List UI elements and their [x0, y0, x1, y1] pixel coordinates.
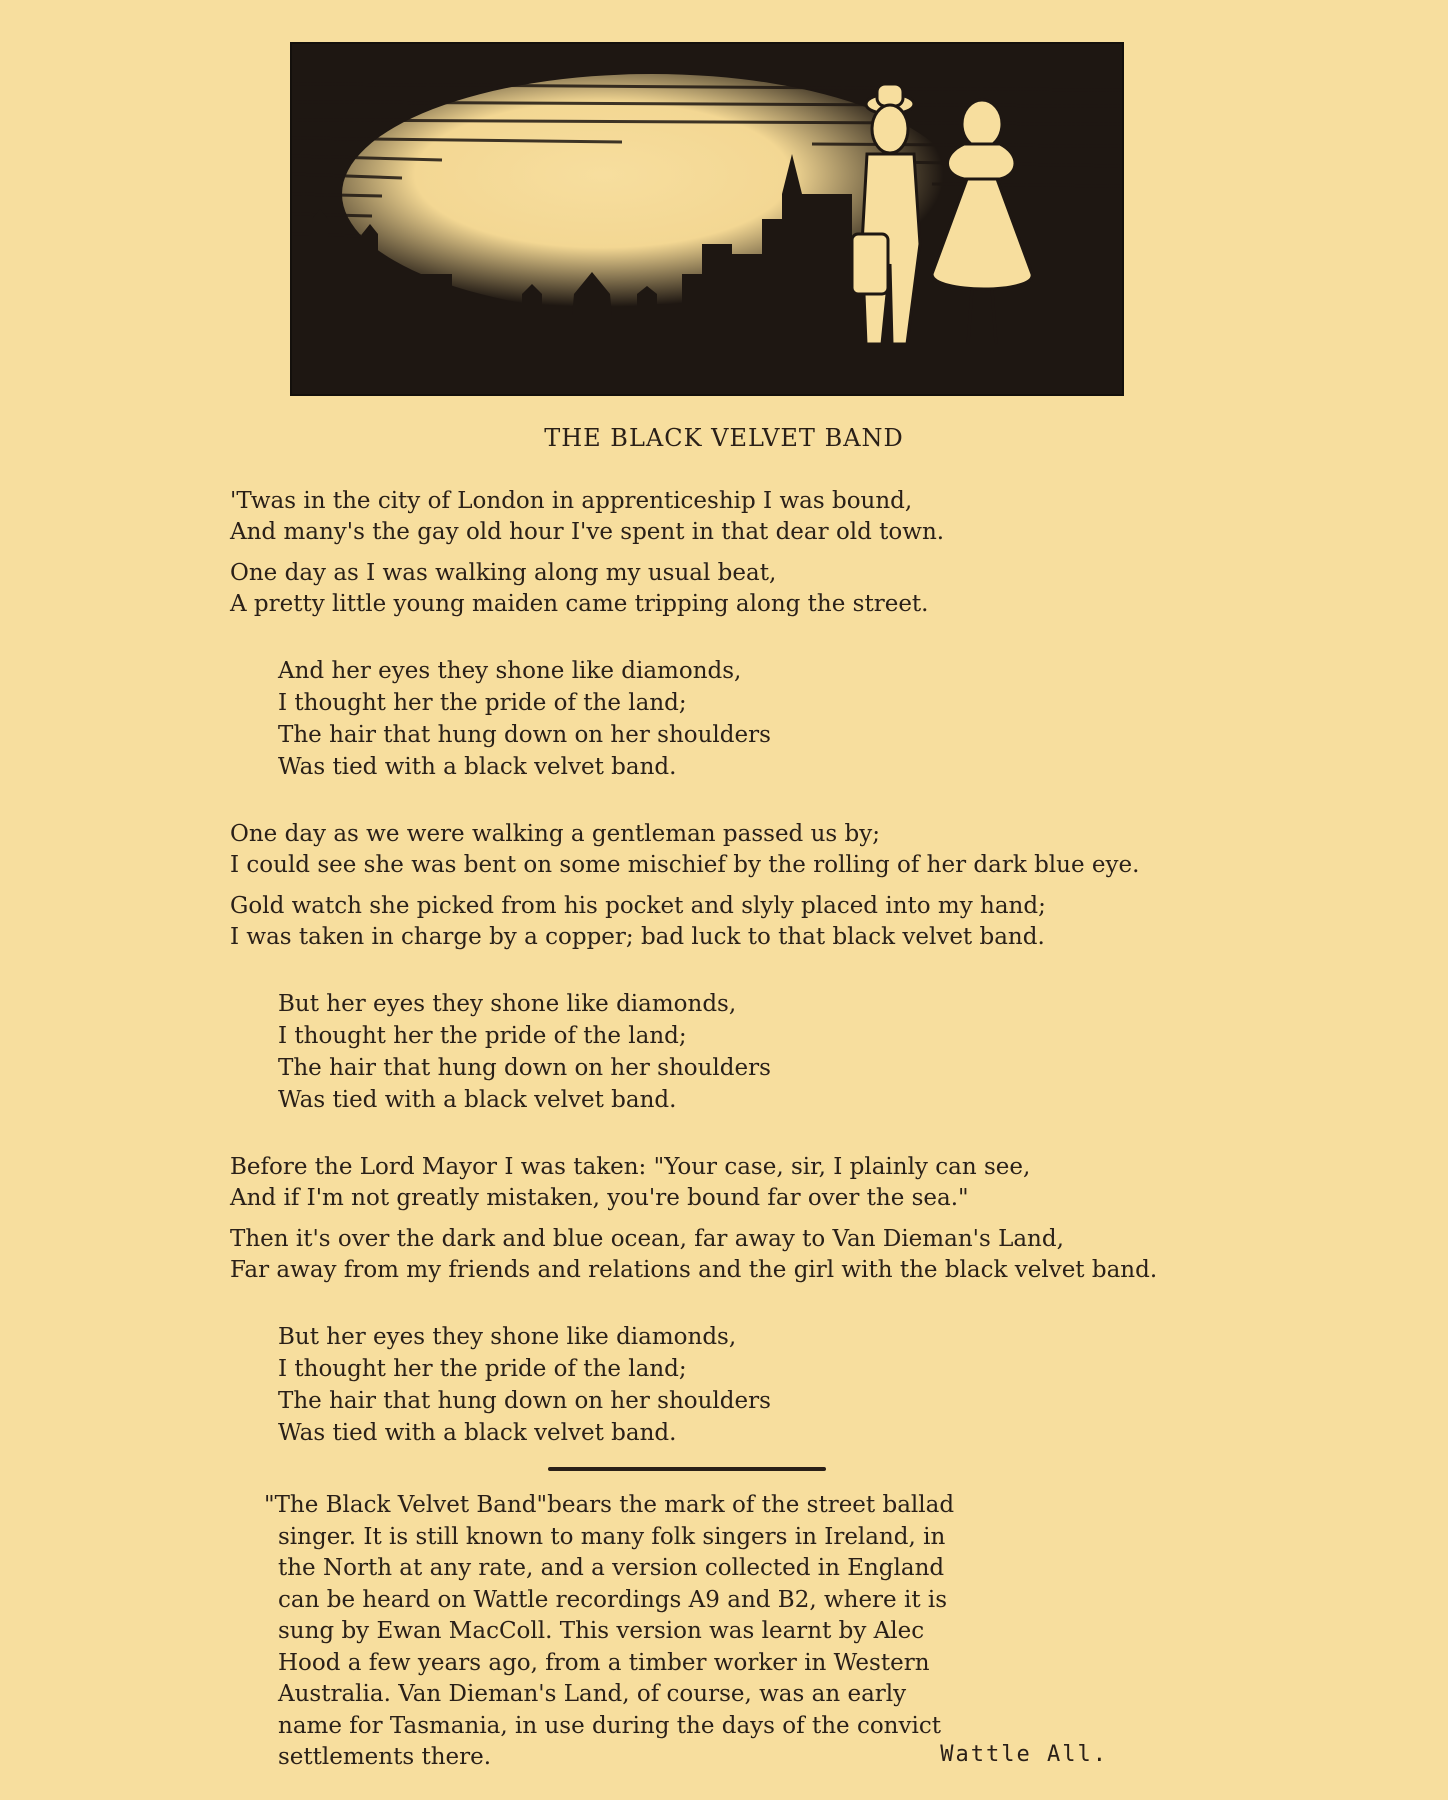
chorus-line: Was tied with a black velvet band.: [278, 1087, 677, 1113]
note-line: the North at any rate, and a version collected in England: [278, 1555, 945, 1581]
note-line: can be heard on Wattle recordings A9 and B2, where it is: [278, 1586, 948, 1613]
chorus-line: Was tied with a black velvet band.: [278, 1420, 677, 1446]
chorus-line: The hair that hung down on her shoulders: [278, 1055, 771, 1081]
verse: [230, 558, 1370, 620]
note-line: settlements there.: [278, 1744, 492, 1770]
note-line: sung by Ewan MacColl. This version was learnt by Alec: [278, 1618, 925, 1644]
note-line: Australia. Van Dieman's Land, of course, was an early: [278, 1681, 907, 1707]
song-title: THE BLACK VELVET BAND: [544, 424, 904, 452]
lyrics: [230, 486, 1370, 1485]
signature: Wattle All.: [940, 1742, 1108, 1767]
chorus-line: The hair that hung down on her shoulders: [278, 722, 771, 748]
note-line: Hood a few years ago, from a timber worker in Western: [278, 1649, 930, 1676]
lyric-line: One day as we were walking a gentleman passed us by;: [230, 821, 880, 847]
chorus-line: But her eyes they shone like diamonds,: [278, 991, 737, 1017]
chorus-line: But her eyes they shone like diamonds,: [278, 1324, 737, 1350]
lyric-line: Far away from my friends and relations and the girl with the black velvet band.: [230, 1257, 1158, 1283]
chorus-line: I thought her the pride of the land;: [278, 1356, 687, 1382]
note-line: singer. It is still known to many folk singers in Ireland, in: [278, 1523, 946, 1550]
lyric-line: Then it's over the dark and blue ocean, far away to Van Dieman's Land,: [230, 1226, 1064, 1252]
chorus-line: I thought her the pride of the land;: [278, 1023, 687, 1049]
verse: [230, 486, 1370, 548]
chorus-line: The hair that hung down on her shoulders: [278, 1388, 771, 1414]
lyric-line: Gold watch she picked from his pocket and slyly placed into my hand;: [230, 893, 1046, 919]
lyric-line: 'Twas in the city of London in apprenticeship I was bound,: [230, 488, 913, 514]
woodcut-illustration: [290, 42, 1124, 396]
lyric-line: I could see she was bent on some mischief by the rolling of her dark blue eye.: [230, 852, 1140, 878]
verse: [230, 819, 1370, 881]
note-last-row: [278, 1742, 1108, 1774]
editorial-note: [264, 1490, 1108, 1774]
lyric-line: One day as I was walking along my usual beat,: [230, 560, 777, 586]
lyric-line: And if I'm not greatly mistaken, you're bound far over the sea.": [230, 1185, 969, 1211]
chorus-line: I thought her the pride of the land;: [278, 690, 687, 716]
lyric-line: Before the Lord Mayor I was taken: "Your case, sir, I plainly can see,: [230, 1154, 1031, 1180]
note-line: name for Tasmania, in use during the days of the convict: [278, 1712, 941, 1739]
divider-rule: [548, 1467, 826, 1471]
verse: [230, 1224, 1370, 1286]
lyric-line: And many's the gay old hour I've spent in that dear old town.: [230, 519, 945, 545]
verse: [230, 891, 1370, 953]
lyric-line: I was taken in charge by a copper; bad luck to that black velvet band.: [230, 924, 1045, 950]
chorus-line: Was tied with a black velvet band.: [278, 754, 677, 780]
lyric-line: A pretty little young maiden came tripping along the street.: [230, 591, 929, 617]
chorus: [230, 988, 1370, 1116]
verse: [230, 1152, 1370, 1214]
london-skyline-couple-image: [292, 44, 1122, 394]
chorus: [230, 1321, 1370, 1449]
chorus: [230, 655, 1370, 783]
note-line: "The Black Velvet Band"bears the mark of the street ballad: [264, 1492, 955, 1518]
chorus-line: And her eyes they shone like diamonds,: [278, 658, 742, 684]
